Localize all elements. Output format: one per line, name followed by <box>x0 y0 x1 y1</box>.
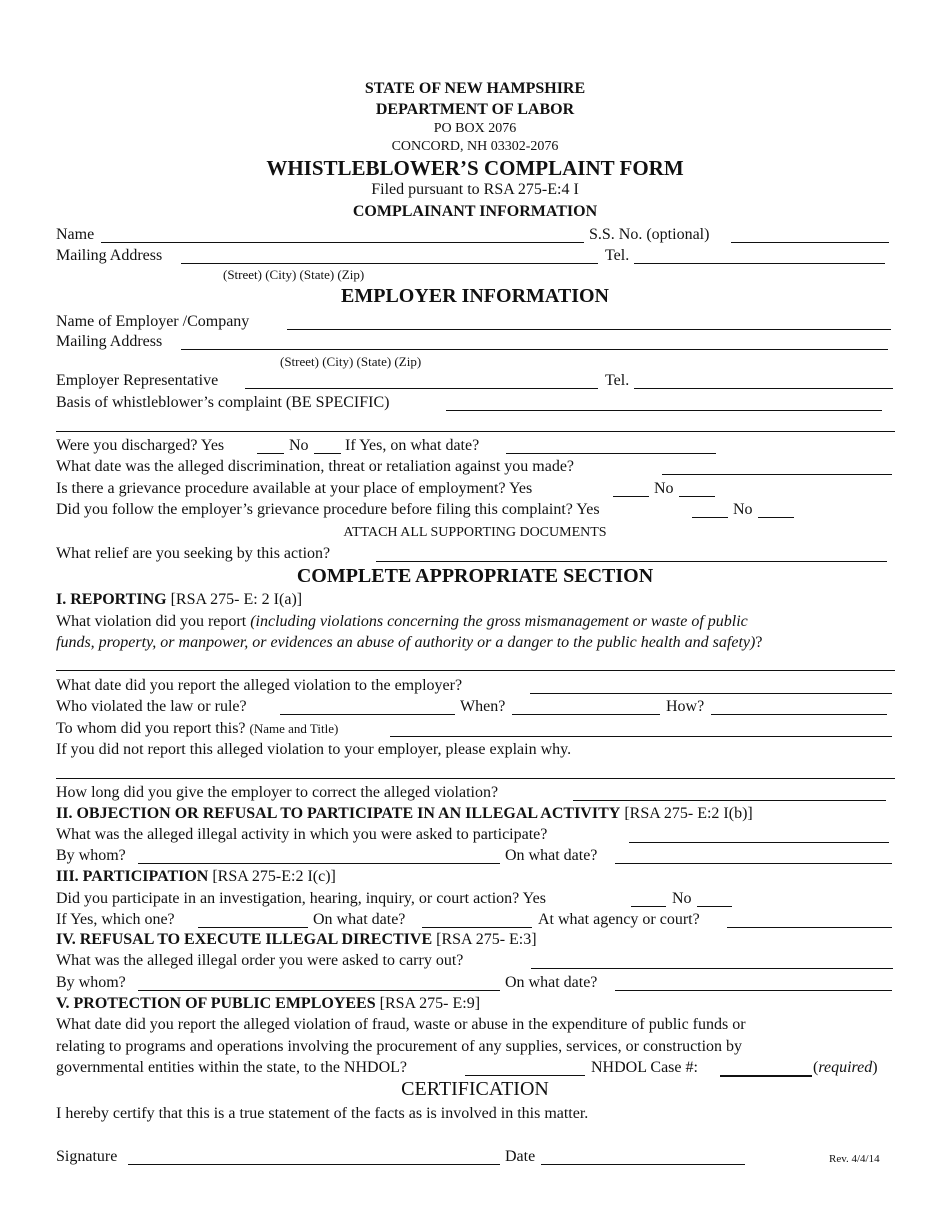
illegal-order-question: What was the alleged illegal order you were asked to carry out? <box>56 952 464 969</box>
name-label: Name <box>56 226 95 243</box>
discharged-date-field[interactable] <box>506 453 716 454</box>
illegal-order-field[interactable] <box>531 968 893 969</box>
protection-text-3: governmental entities within the state, to the NHDOL? <box>56 1059 408 1076</box>
follow-no-label: No <box>733 501 753 518</box>
refusal-date-label: On what date? <box>505 974 598 991</box>
refusal-date-field[interactable] <box>615 990 892 991</box>
who-violated-field[interactable] <box>280 714 455 715</box>
discharged-question: Were you discharged? Yes <box>56 437 225 454</box>
complainant-tel-label: Tel. <box>605 247 630 264</box>
reporting-title: I. REPORTING <box>56 591 167 608</box>
grievance-yes-field[interactable] <box>613 496 649 497</box>
complainant-tel-field[interactable] <box>634 263 885 264</box>
employer-tel-field[interactable] <box>634 388 893 389</box>
participation-yes-field[interactable] <box>631 906 666 907</box>
how-long-question: How long did you give the employer to correct the alleged violation? <box>56 784 499 801</box>
certification-heading: CERTIFICATION <box>401 1078 549 1100</box>
certification-date-label: Date <box>505 1148 536 1165</box>
employer-address-field[interactable] <box>181 349 888 350</box>
certification-text: I hereby certify that this is a true statement of the facts as is involved in this matter. <box>56 1105 589 1122</box>
protection-title-line <box>56 994 480 1014</box>
required-text: required <box>818 1059 873 1076</box>
reporting-rsa: [RSA 275- E: 2 I(a)] <box>170 591 303 608</box>
protection-text-1: What date did you report the alleged violation of fraud, waste or abuse in the expenditure of public funds or <box>56 1016 746 1033</box>
case-number-field[interactable] <box>720 1075 812 1077</box>
discharged-date-label: If Yes, on what date? <box>345 437 480 454</box>
form-title: WHISTLEBLOWER’S COMPLAINT FORM <box>266 156 684 180</box>
report-date-question: What date did you report the alleged violation to the employer? <box>56 677 463 694</box>
ssn-label: S.S. No. (optional) <box>589 226 710 243</box>
relief-question: What relief are you seeking by this action? <box>56 545 331 562</box>
how-label: How? <box>666 698 705 715</box>
follow-grievance-question: Did you follow the employer’s grievance procedure before filing this complaint? Yes <box>56 501 600 518</box>
basis-field-line-2[interactable] <box>56 431 895 432</box>
basis-label: Basis of whistleblower’s complaint (BE SPECIFIC) <box>56 394 390 411</box>
agency-field[interactable] <box>727 927 892 928</box>
city-address: CONCORD, NH 03302-2076 <box>391 139 559 154</box>
protection-rsa: [RSA 275- E:9] <box>379 995 481 1012</box>
how-field[interactable] <box>711 714 887 715</box>
which-one-label: If Yes, which one? <box>56 911 175 928</box>
reporting-violation-question-2 <box>56 633 762 653</box>
refusal-by-whom-field[interactable] <box>138 990 500 991</box>
report-date-field[interactable] <box>530 693 892 694</box>
reporting-violation-question <box>56 612 748 632</box>
certification-date-field[interactable] <box>541 1164 745 1165</box>
reporting-title-line <box>56 590 302 610</box>
objection-title: II. OBJECTION OR REFUSAL TO PARTICIPATE IN AN ILLEGAL ACTIVITY <box>56 805 621 822</box>
employer-tel-label: Tel. <box>605 372 630 389</box>
complete-section-heading: COMPLETE APPROPRIATE SECTION <box>296 565 654 587</box>
participation-title: III. PARTICIPATION <box>56 868 209 885</box>
not-report-question: If you did not report this alleged violation to your employer, please explain why. <box>56 741 572 758</box>
department-heading: DEPARTMENT OF LABOR <box>375 101 575 118</box>
objection-date-field[interactable] <box>615 863 892 864</box>
objection-date-label: On what date? <box>505 847 598 864</box>
objection-rsa: [RSA 275- E:2 I(b)] <box>624 805 753 822</box>
protection-title: V. PROTECTION OF PUBLIC EMPLOYEES <box>56 995 376 1012</box>
employer-name-field[interactable] <box>287 329 891 330</box>
employer-address-label: Mailing Address <box>56 333 163 350</box>
illegal-activity-question: What was the alleged illegal activity in which you were asked to participate? <box>56 826 548 843</box>
alleged-date-field[interactable] <box>662 474 892 475</box>
state-heading: STATE OF NEW HAMPSHIRE <box>364 80 586 97</box>
not-report-field[interactable] <box>56 778 895 779</box>
employer-name-label: Name of Employer /Company <box>56 313 250 330</box>
grievance-question: Is there a grievance procedure available at your place of employment? Yes <box>56 480 533 497</box>
participation-no-label: No <box>672 890 692 907</box>
objection-title-line <box>56 804 753 824</box>
ssn-field[interactable] <box>731 242 889 243</box>
basis-field[interactable] <box>446 410 882 411</box>
participation-date-label: On what date? <box>313 911 406 928</box>
discharged-no-label: No <box>289 437 309 454</box>
how-long-field[interactable] <box>573 800 886 801</box>
reporting-violation-end: ? <box>755 634 763 651</box>
refusal-rsa: [RSA 275- E:3] <box>436 931 537 948</box>
required-note: (required) <box>813 1059 878 1076</box>
revision-note: Rev. 4/4/14 <box>829 1153 880 1165</box>
to-whom-field[interactable] <box>390 736 892 737</box>
when-label: When? <box>460 698 506 715</box>
participation-date-field[interactable] <box>422 927 532 928</box>
illegal-activity-field[interactable] <box>629 842 889 843</box>
participation-question: Did you participate in an investigation, hearing, inquiry, or court action? Yes <box>56 890 546 907</box>
grievance-no-label: No <box>654 480 674 497</box>
employer-rep-field[interactable] <box>245 388 598 389</box>
reporting-violation-field[interactable] <box>56 670 895 671</box>
complainant-address-label: Mailing Address <box>56 247 163 264</box>
protection-date-field[interactable] <box>465 1075 585 1076</box>
complainant-address-hint: (Street) (City) (State) (Zip) <box>223 267 365 282</box>
name-field[interactable] <box>101 242 584 243</box>
participation-title-line <box>56 867 336 887</box>
relief-field[interactable] <box>376 561 887 562</box>
participation-no-field[interactable] <box>697 906 732 907</box>
protection-text-2: relating to programs and operations involving the procurement of any supplies, services, or construction by <box>56 1038 743 1055</box>
follow-no-field[interactable] <box>758 517 794 518</box>
which-one-field[interactable] <box>198 927 308 928</box>
reporting-violation-detail-1: (including violations concerning the gross mismanagement or waste of public <box>250 613 748 630</box>
objection-by-whom-label: By whom? <box>56 847 126 864</box>
to-whom-label: To whom did you report this? <box>56 720 246 737</box>
reporting-violation-detail-2: funds, property, or manpower, or evidences an abuse of authority or a danger to the public health and safety) <box>56 634 756 651</box>
filed-pursuant: Filed pursuant to RSA 275-E:4 I <box>371 181 579 198</box>
refusal-title: IV. REFUSAL TO EXECUTE ILLEGAL DIRECTIVE <box>56 931 433 948</box>
signature-field[interactable] <box>128 1164 500 1165</box>
agency-label: At what agency or court? <box>538 911 700 928</box>
discharged-yes-field[interactable] <box>257 453 284 454</box>
follow-yes-field[interactable] <box>692 517 728 518</box>
refusal-title-line <box>56 930 537 950</box>
participation-rsa: [RSA 275-E:2 I(c)] <box>212 868 336 885</box>
to-whom-question <box>56 719 338 739</box>
reporting-violation-start: What violation did you report <box>56 613 251 630</box>
employer-rep-label: Employer Representative <box>56 372 219 389</box>
to-whom-hint: (Name and Title) <box>249 721 339 736</box>
alleged-date-question: What date was the alleged discrimination, threat or retaliation against you made? <box>56 458 575 475</box>
objection-by-whom-field[interactable] <box>138 863 500 864</box>
case-number-label: NHDOL Case #: <box>591 1059 698 1076</box>
employer-heading: EMPLOYER INFORMATION <box>341 285 609 307</box>
grievance-no-field[interactable] <box>679 496 715 497</box>
who-violated-question: Who violated the law or rule? <box>56 698 247 715</box>
signature-label: Signature <box>56 1148 118 1165</box>
refusal-by-whom-label: By whom? <box>56 974 126 991</box>
complainant-heading: COMPLAINANT INFORMATION <box>352 203 598 220</box>
employer-address-hint: (Street) (City) (State) (Zip) <box>280 354 422 369</box>
po-box: PO BOX 2076 <box>433 121 517 136</box>
discharged-no-field[interactable] <box>314 453 341 454</box>
attach-note: ATTACH ALL SUPPORTING DOCUMENTS <box>343 525 607 540</box>
when-field[interactable] <box>512 714 660 715</box>
complainant-address-field[interactable] <box>181 263 598 264</box>
